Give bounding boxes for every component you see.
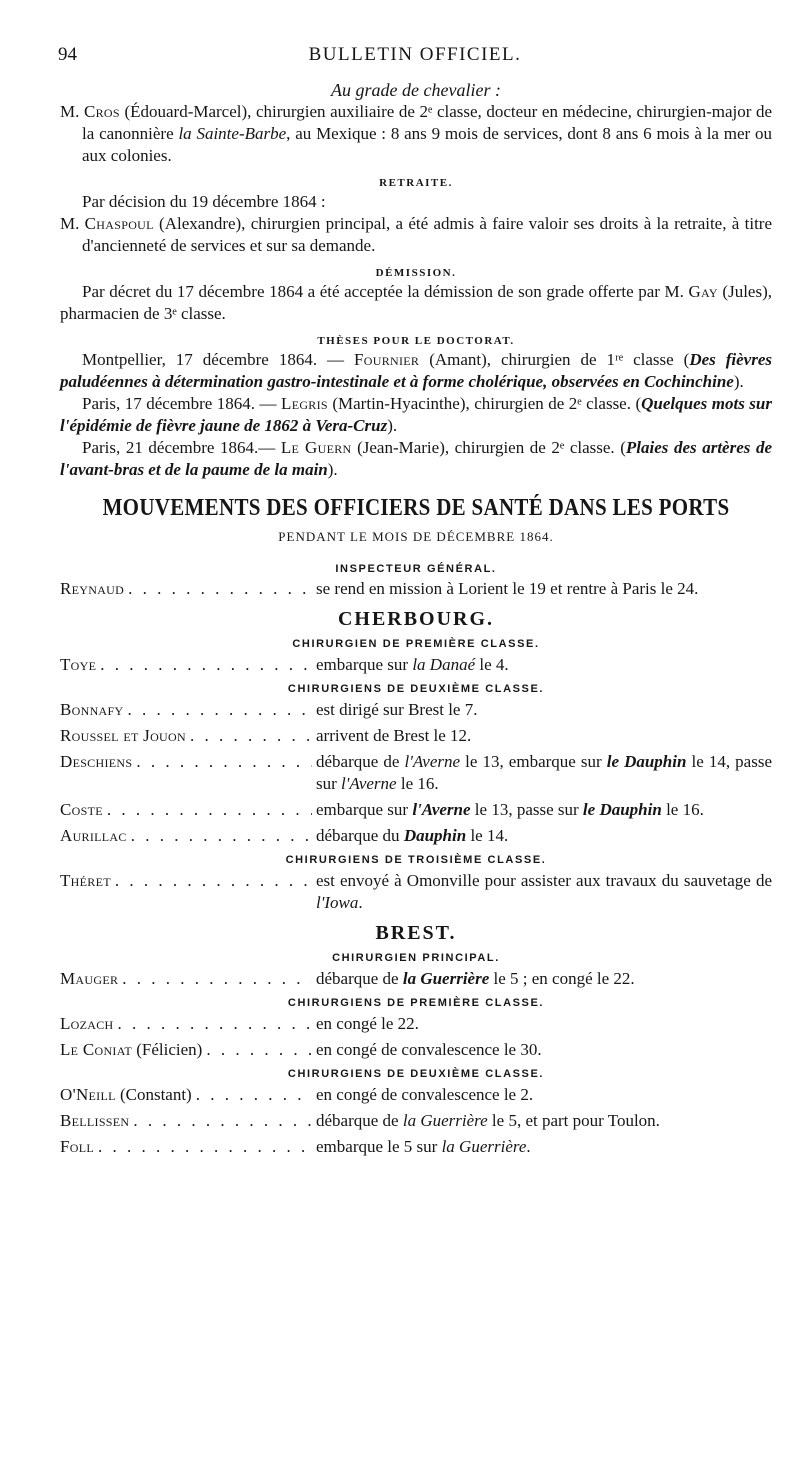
leader-dots bbox=[132, 751, 312, 795]
entry-desc bbox=[312, 968, 772, 990]
leader-dots bbox=[192, 1084, 312, 1106]
leader-dots bbox=[111, 870, 312, 914]
demission-heading: DÉMISSION. bbox=[375, 267, 457, 279]
ship-name: l'Averne bbox=[412, 800, 471, 819]
leader-dots bbox=[129, 1110, 312, 1132]
entry-desc: est dirigé sur Brest le 7. bbox=[316, 700, 478, 719]
entry-text: le 13, passe sur bbox=[470, 800, 583, 819]
person-name: Le Coniat bbox=[60, 1040, 132, 1059]
entry-desc bbox=[312, 751, 772, 795]
monsieur: M. bbox=[60, 214, 80, 233]
person-name: O'Neill bbox=[60, 1085, 116, 1104]
entry-desc bbox=[312, 870, 772, 914]
person-name: Bellissen bbox=[60, 1111, 130, 1130]
entry-text: le 13, embarque sur bbox=[460, 752, 607, 771]
leader-dots bbox=[103, 799, 312, 821]
entry-text: embarque sur bbox=[316, 800, 413, 819]
entry-text: embarque sur bbox=[316, 655, 413, 674]
person-name: Cros bbox=[83, 102, 120, 121]
entry-name bbox=[60, 725, 312, 747]
entry-text: (Alexandre), chirurgien principal, a été admis à faire valoir ses droits à la retraite, à titre d'ancienneté de services et sur sa demande. bbox=[82, 214, 772, 255]
person-name: Deschiens bbox=[60, 752, 133, 771]
leader-dots bbox=[202, 1039, 312, 1061]
entry-desc bbox=[312, 1136, 772, 1158]
category-heading: CHIRURGIENS DE PREMIÈRE CLASSE. bbox=[287, 997, 545, 1009]
page bbox=[60, 44, 772, 1158]
entry-desc bbox=[312, 654, 772, 676]
first-name: (Constant) bbox=[115, 1085, 192, 1104]
entry-name bbox=[60, 825, 312, 847]
leader-dots bbox=[94, 1136, 312, 1158]
page-number: 94 bbox=[58, 44, 77, 65]
entry-text: le 16. bbox=[661, 800, 704, 819]
ship-name: le Dauphin bbox=[582, 800, 662, 819]
mouvements-subtitle: PENDANT LE MOIS DE DÉCEMBRE 1864. bbox=[278, 529, 554, 544]
entry-name bbox=[60, 968, 312, 990]
entry-text: ). bbox=[327, 460, 338, 479]
entry-text: débarque du bbox=[316, 826, 404, 845]
person-name bbox=[60, 1084, 192, 1106]
page-header bbox=[60, 44, 772, 74]
list-item bbox=[60, 751, 772, 795]
entry-name bbox=[60, 1013, 312, 1035]
leader-dots bbox=[114, 1013, 312, 1035]
list-item bbox=[60, 654, 772, 676]
ship-name: Dauphin bbox=[403, 826, 467, 845]
list-item bbox=[60, 1084, 772, 1106]
entry-text: le 5, et part pour Toulon. bbox=[487, 1111, 660, 1130]
entry-name bbox=[60, 1084, 312, 1106]
entry-desc bbox=[312, 825, 772, 847]
ship-name: la Sainte-Barbe bbox=[178, 124, 287, 143]
category-heading: INSPECTEUR GÉNÉRAL. bbox=[335, 563, 497, 575]
person-name: Le Guern bbox=[280, 438, 352, 457]
entry-text: le 14. bbox=[466, 826, 509, 845]
leader-dots bbox=[118, 968, 312, 990]
list-item bbox=[60, 1013, 772, 1035]
ship-name: le Dauphin bbox=[606, 752, 687, 771]
list-item bbox=[60, 825, 772, 847]
entry-name bbox=[60, 699, 312, 721]
entry-desc: arrivent de Brest le 12. bbox=[316, 726, 472, 745]
list-item bbox=[60, 1136, 772, 1158]
demission-text bbox=[60, 281, 772, 325]
list-item bbox=[60, 1110, 772, 1132]
entry-text: ). bbox=[387, 416, 398, 435]
person-name: Aurillac bbox=[60, 826, 127, 845]
entry-text: ). bbox=[733, 372, 744, 391]
these-title: Quelques mots sur l'épidémie de fièvre jaune de 1862 à Vera-Cruz bbox=[60, 394, 772, 435]
entry-text: , au Mexique : 8 ans 9 mois de services, dont 8 ans 6 mois à la mer ou aux colonies. bbox=[82, 124, 772, 165]
entry-name bbox=[60, 1110, 312, 1132]
entry-text: (Édouard-Marcel), chirurgien auxiliaire de 2ᵉ classe, docteur en médecine, chirurgien-major de la canonnière bbox=[82, 102, 773, 143]
entry-text: le 16. bbox=[396, 774, 439, 793]
person-name: Lozach bbox=[60, 1014, 114, 1033]
these-title: Des fièvres paludéennes à détermination gastro-intestinale et à forme cholérique, observées en Cochinchine bbox=[60, 350, 772, 391]
these-item bbox=[60, 349, 772, 393]
monsieur: M. bbox=[60, 102, 80, 121]
entry-desc: en congé le 22. bbox=[316, 1014, 419, 1033]
list-item bbox=[60, 799, 772, 821]
chevalier-entry bbox=[60, 101, 772, 167]
these-item bbox=[60, 393, 772, 437]
person-name: Coste bbox=[60, 800, 103, 819]
leader-dots bbox=[127, 825, 312, 847]
person-name: Foll bbox=[60, 1137, 94, 1156]
these-item bbox=[60, 437, 772, 481]
retraite-decision: Par décision du 19 décembre 1864 : bbox=[82, 192, 326, 211]
list-item bbox=[60, 725, 772, 747]
person-name: Toye bbox=[60, 655, 97, 674]
list-item bbox=[60, 578, 772, 600]
entry-desc bbox=[312, 799, 772, 821]
retraite-entry bbox=[60, 213, 772, 257]
leader-dots bbox=[123, 699, 312, 721]
list-item bbox=[60, 968, 772, 990]
entry-text: (Jules), pharmacien de 3ᵉ classe. bbox=[60, 282, 772, 323]
entry-text: . bbox=[358, 893, 363, 912]
person-name: Reynaud bbox=[60, 579, 125, 598]
ship-name: la Danaé bbox=[412, 655, 476, 674]
conjunction: et bbox=[118, 726, 144, 745]
first-name: (Félicien) bbox=[132, 1040, 203, 1059]
ship-name: l'Averne bbox=[404, 752, 461, 771]
these-lead: Montpellier, 17 décembre 1864. — bbox=[82, 350, 355, 369]
city-heading: CHERBOURG. bbox=[337, 608, 495, 630]
entry-desc: en congé de convalescence le 30. bbox=[316, 1040, 542, 1059]
grade-title: Au grade de chevalier : bbox=[331, 80, 501, 100]
person-name: Roussel bbox=[60, 726, 119, 745]
entry-name bbox=[60, 799, 312, 821]
person-name: Legris bbox=[281, 394, 328, 413]
entry-desc: se rend en mission à Lorient le 19 et rentre à Paris le 24. bbox=[316, 579, 699, 598]
city-heading: BREST. bbox=[375, 922, 457, 944]
entry-text: le 4. bbox=[475, 655, 509, 674]
category-heading: CHIRURGIENS DE TROISIÈME CLASSE. bbox=[285, 854, 547, 866]
entry-text: embarque le 5 sur bbox=[316, 1137, 442, 1156]
person-name: Mauger bbox=[60, 969, 119, 988]
mouvements-title: MOUVEMENTS DES OFFICIERS DE SANTÉ DANS LES PORTS bbox=[102, 493, 730, 521]
list-item bbox=[60, 870, 772, 914]
entry-text: débarque de bbox=[316, 969, 403, 988]
these-lead: Paris, 21 décembre 1864.— bbox=[82, 438, 281, 457]
entry-name bbox=[60, 654, 312, 676]
these-lead: Paris, 17 décembre 1864. — bbox=[82, 394, 282, 413]
leader-dots bbox=[124, 578, 312, 600]
person-name bbox=[60, 1039, 202, 1061]
entry-text: débarque de bbox=[316, 1111, 403, 1130]
entry-name bbox=[60, 1136, 312, 1158]
entry-text: Par décret du 17 décembre 1864 a été acceptée la démission de son grade offerte par M. bbox=[82, 282, 689, 301]
ship-name: la Guerrière bbox=[402, 969, 490, 988]
leader-dots bbox=[96, 654, 312, 676]
entry-text: . bbox=[526, 1137, 531, 1156]
retraite-heading: RETRAITE. bbox=[379, 177, 453, 189]
entry-name bbox=[60, 578, 312, 600]
ship-name: la Guerrière bbox=[441, 1137, 527, 1156]
entry-text: le 5 ; en congé le 22. bbox=[489, 969, 635, 988]
entry-text: (Jean-Marie), chirurgien de 2ᵉ classe. ( bbox=[351, 438, 626, 457]
ship-name: l'Averne bbox=[341, 774, 397, 793]
category-heading: CHIRURGIEN PRINCIPAL. bbox=[332, 952, 500, 964]
these-title: Plaies des artères de l'avant-bras et de la paume de la main bbox=[60, 438, 772, 479]
person-name: Bonnafy bbox=[60, 700, 124, 719]
person-name: Fournier bbox=[354, 350, 420, 369]
entry-text: est envoyé à Omonville pour assister aux travaux du sauvetage de bbox=[316, 871, 772, 890]
running-title: BULLETIN OFFICIEL. bbox=[308, 44, 522, 65]
list-item bbox=[60, 1039, 772, 1061]
entry-text: débarque de bbox=[316, 752, 405, 771]
entry-name bbox=[60, 751, 312, 795]
entry-name bbox=[60, 870, 312, 914]
person-name: Théret bbox=[60, 871, 111, 890]
category-heading: CHIRURGIEN DE PREMIÈRE CLASSE. bbox=[292, 638, 540, 650]
entry-text: (Amant), chirurgien de 1ʳᵉ classe ( bbox=[419, 350, 690, 369]
theses-heading: THÈSES POUR LE DOCTORAT. bbox=[317, 335, 515, 347]
entry-desc: en congé de convalescence le 2. bbox=[316, 1085, 534, 1104]
entry-name bbox=[60, 1039, 312, 1061]
ship-name: la Guerrière bbox=[402, 1111, 488, 1130]
list-item bbox=[60, 699, 772, 721]
person-name bbox=[60, 725, 186, 747]
person-name: Gay bbox=[688, 282, 718, 301]
person-name: Chaspoul bbox=[84, 214, 154, 233]
category-heading: CHIRURGIENS DE DEUXIÈME CLASSE. bbox=[287, 683, 545, 695]
category-heading: CHIRURGIENS DE DEUXIÈME CLASSE. bbox=[287, 1068, 545, 1080]
leader-dots bbox=[186, 725, 312, 747]
ship-name: l'Iowa bbox=[316, 893, 359, 912]
entry-desc bbox=[312, 1110, 772, 1132]
person-name: Jouon bbox=[143, 726, 186, 745]
entry-text: le 14, passe sur bbox=[316, 752, 773, 793]
entry-text: (Martin-Hyacinthe), chirurgien de 2ᵉ classe. ( bbox=[327, 394, 642, 413]
